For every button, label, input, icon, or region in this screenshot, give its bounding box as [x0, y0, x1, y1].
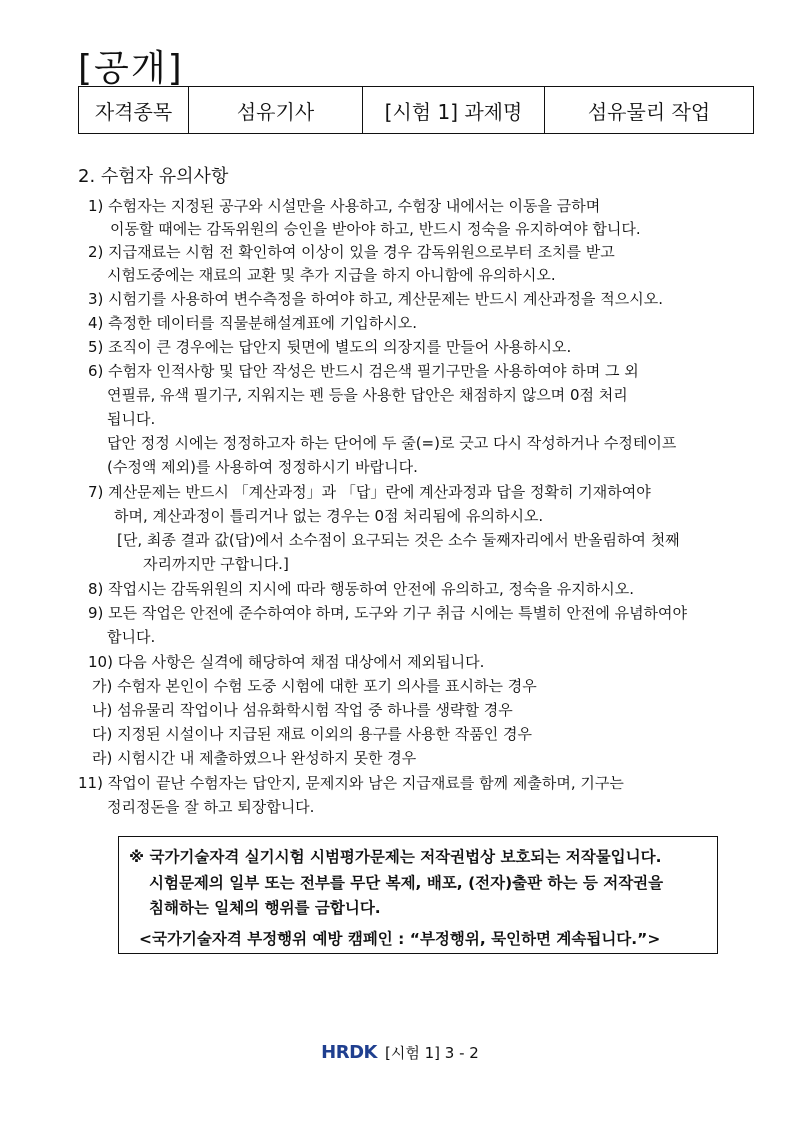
instruction-line: 7) 계산문제는 반드시 「계산과정」과 「답」란에 계산과정과 답을 정확히 기재하여야 — [88, 483, 651, 501]
instruction-line: 8) 작업시는 감독위원의 지시에 따라 행동하여 안전에 유의하고, 정숙을 유지하시오. — [88, 580, 635, 598]
instruction-line: 9) 모든 작업은 안전에 준수하여야 하며, 도구와 기구 취급 시에는 특별히 안전에 유념하여야 — [88, 604, 688, 622]
instruction-line: 1) 수험자는 지정된 공구와 시설만을 사용하고, 수험장 내에서는 이동을 금하며 — [88, 197, 601, 215]
notice-line: ※ 국가기술자격 실기시험 시범평가문제는 저작권법상 보호되는 저작물입니다. — [129, 848, 662, 866]
public-badge: [공개] — [78, 48, 184, 89]
copyright-notice-box — [118, 836, 718, 954]
instruction-line: 연필류, 유색 필기구, 지워지는 펜 등을 사용한 답안은 채점하지 않으며 0점 처리 — [107, 386, 628, 404]
header-table — [78, 86, 754, 134]
task-value: 섬유물리 작업 — [587, 99, 711, 124]
page-footer — [0, 1042, 800, 1063]
instruction-line: 다) 지정된 시설이나 지급된 재료 이외의 용구를 사용한 작품인 경우 — [92, 725, 532, 743]
instruction-line: 나) 섬유물리 작업이나 섬유화학시험 작업 중 하나를 생략할 경우 — [92, 701, 513, 719]
instruction-line: 시험도중에는 재료의 교환 및 추가 지급을 하지 아니함에 유의하시오. — [107, 266, 556, 284]
hrdk-logo: HRDK — [321, 1042, 377, 1063]
instruction-line: [단, 최종 결과 값(답)에서 소수점이 요구되는 것은 소수 둘째자리에서 반올림하여 첫째 — [117, 531, 680, 549]
instruction-line: 자리까지만 구합니다.] — [143, 555, 289, 573]
instruction-line: 5) 조직이 큰 경우에는 답안지 뒷면에 별도의 의장지를 만들어 사용하시오. — [88, 338, 572, 356]
instruction-line: 됩니다. — [107, 410, 156, 428]
instruction-line: 3) 시험기를 사용하여 변수측정을 하여야 하고, 계산문제는 반드시 계산과정을 적으시오. — [88, 290, 663, 308]
page-number: [시험 1] 3 - 2 — [385, 1044, 479, 1062]
section-title: 2. 수험자 유의사항 — [78, 166, 229, 187]
campaign-line: <국가기술자격 부정행위 예방 캠페인 : “부정행위, 묵인하면 계속됩니다.”> — [139, 930, 661, 948]
instruction-line: 2) 지급재료는 시험 전 확인하여 이상이 있을 경우 감독위원으로부터 조치를 받고 — [88, 243, 615, 261]
instruction-line: 11) 작업이 끝난 수험자는 답안지, 문제지와 남은 지급재료를 함께 제출하며, 기구는 — [78, 774, 624, 792]
instruction-line: 10) 다음 사항은 실격에 해당하여 채점 대상에서 제외됩니다. — [88, 653, 485, 671]
instruction-line: (수정액 제외)를 사용하여 정정하시기 바랍니다. — [107, 458, 418, 476]
instruction-line: 6) 수험자 인적사항 및 답안 작성은 반드시 검은색 필기구만을 사용하여야 하며 그 외 — [88, 362, 639, 380]
field-value: 섬유기사 — [189, 87, 363, 133]
instruction-line: 라) 시험시간 내 제출하였으나 완성하지 못한 경우 — [92, 749, 417, 767]
instruction-line: 답안 정정 시에는 정정하고자 하는 단어에 두 줄(=)로 긋고 다시 작성하거나 수정테이프 — [107, 434, 677, 452]
notice-line: 침해하는 일체의 행위를 금합니다. — [149, 899, 381, 917]
instruction-line: 정리정돈을 잘 하고 퇴장합니다. — [107, 798, 315, 816]
instruction-line: 4) 측정한 데이터를 직물분해설계표에 기입하시오. — [88, 314, 418, 332]
instruction-line: 이동할 때에는 감독위원의 승인을 받아야 하고, 반드시 정숙을 유지하여야 합니다. — [110, 220, 641, 238]
notice-line: 시험문제의 일부 또는 전부를 무단 복제, 배포, (전자)출판 하는 등 저작권을 — [149, 874, 664, 892]
instruction-line: 가) 수험자 본인이 수험 도중 시험에 대한 포기 의사를 표시하는 경우 — [92, 677, 537, 695]
task-label: [시험 1] 과제명 — [363, 87, 545, 133]
instruction-line: 하며, 계산과정이 틀리거나 없는 경우는 0점 처리됨에 유의하시오. — [114, 507, 544, 525]
field-label: 자격종목 — [79, 87, 189, 133]
instruction-line: 합니다. — [107, 628, 156, 646]
